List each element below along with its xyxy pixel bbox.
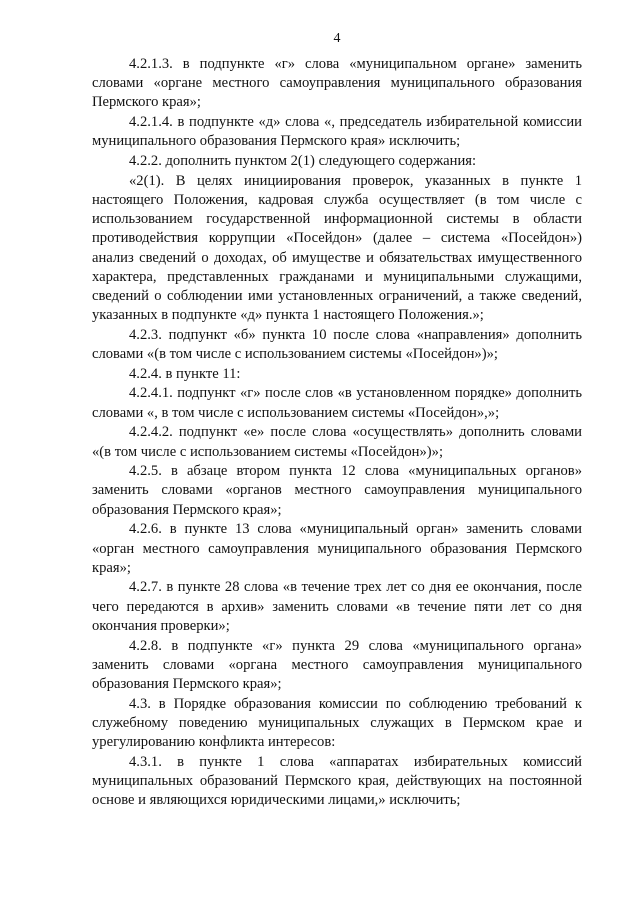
paragraph-4-2-2: 4.2.2. дополнить пунктом 2(1) следующего содержания: xyxy=(129,153,477,170)
paragraph-2-1-quote: «2(1). В целях инициирования проверок, указанных в пункте 1 настоящего Положения, кадровая служба осуществляет (в том числе с использованием государственной информационной системы в области противодействия коррупции «Посейдон» (далее – система «Посейдон») анализ сведений о доходах, об имуществе и обязательствах имущественного характера, представленных гражданами и муниципальными служащими, сведений о соблюдении ими установленных ограничений, а также сведений, указанных в подпункте «д» пункта 1 настоящего Положения.»; xyxy=(92,172,582,324)
page-number: 4 xyxy=(333,31,341,46)
paragraph-4-2-4: 4.2.4. в пункте 11: xyxy=(129,365,241,382)
paragraph-4-2-5: 4.2.5. в абзаце втором пункта 12 слова «муниципальных органов» заменить словами «органов местного самоуправления муниципального образования Пермского края»; xyxy=(92,463,582,518)
paragraph-4-2-4-1: 4.2.4.1. подпункт «г» после слов «в установленном порядке» дополнить словами «, в том числе с использованием системы «Посейдон»,»; xyxy=(92,385,582,421)
paragraph-4-2-3: 4.2.3. подпункт «б» пункта 10 после слова «направления» дополнить словами «(в том числе с использованием системы «Посейдон»)»; xyxy=(92,326,582,363)
paragraph-4-3-1: 4.3.1. в пункте 1 слова «аппаратах избирательных комиссий муниципальных образований Пермского края, действующих на постоянной основе и являющихся юридическими лицами,» исключить; xyxy=(92,753,582,809)
paragraph-4-2-6: 4.2.6. в пункте 13 слова «муниципальный орган» заменить словами «орган местного самоуправления муниципального образования Пермского края»; xyxy=(92,521,582,576)
document-page xyxy=(92,30,582,811)
paragraph-4-2-1-3: 4.2.1.3. в подпункте «г» слова «муниципальном органе» заменить словами «органе местного самоуправления муниципального образования Пермского края»; xyxy=(92,56,582,111)
paragraph-4-3: 4.3. в Порядке образования комиссии по соблюдению требований к служебному поведению муниципальных служащих в Пермском крае и урегулированию конфликта интересов: xyxy=(92,695,582,751)
paragraph-4-2-4-2: 4.2.4.2. подпункт «е» после слова «осуществлять» дополнить словами «(в том числе с использованием системы «Посейдон»)»; xyxy=(92,424,582,460)
paragraph-4-2-1-4: 4.2.1.4. в подпункте «д» слова «, председатель избирательной комиссии муниципального образования Пермского края» исключить; xyxy=(92,114,582,150)
paragraph-4-2-8: 4.2.8. в подпункте «г» пункта 29 слова «муниципального органа» заменить словами «органа местного самоуправления муниципального образования Пермского края»; xyxy=(92,637,582,692)
paragraph-4-2-7: 4.2.7. в пункте 28 слова «в течение трех лет со дня ее окончания, после чего передаются в архив» заменить словами «в течение пяти лет со дня окончания проверки»; xyxy=(92,579,582,634)
